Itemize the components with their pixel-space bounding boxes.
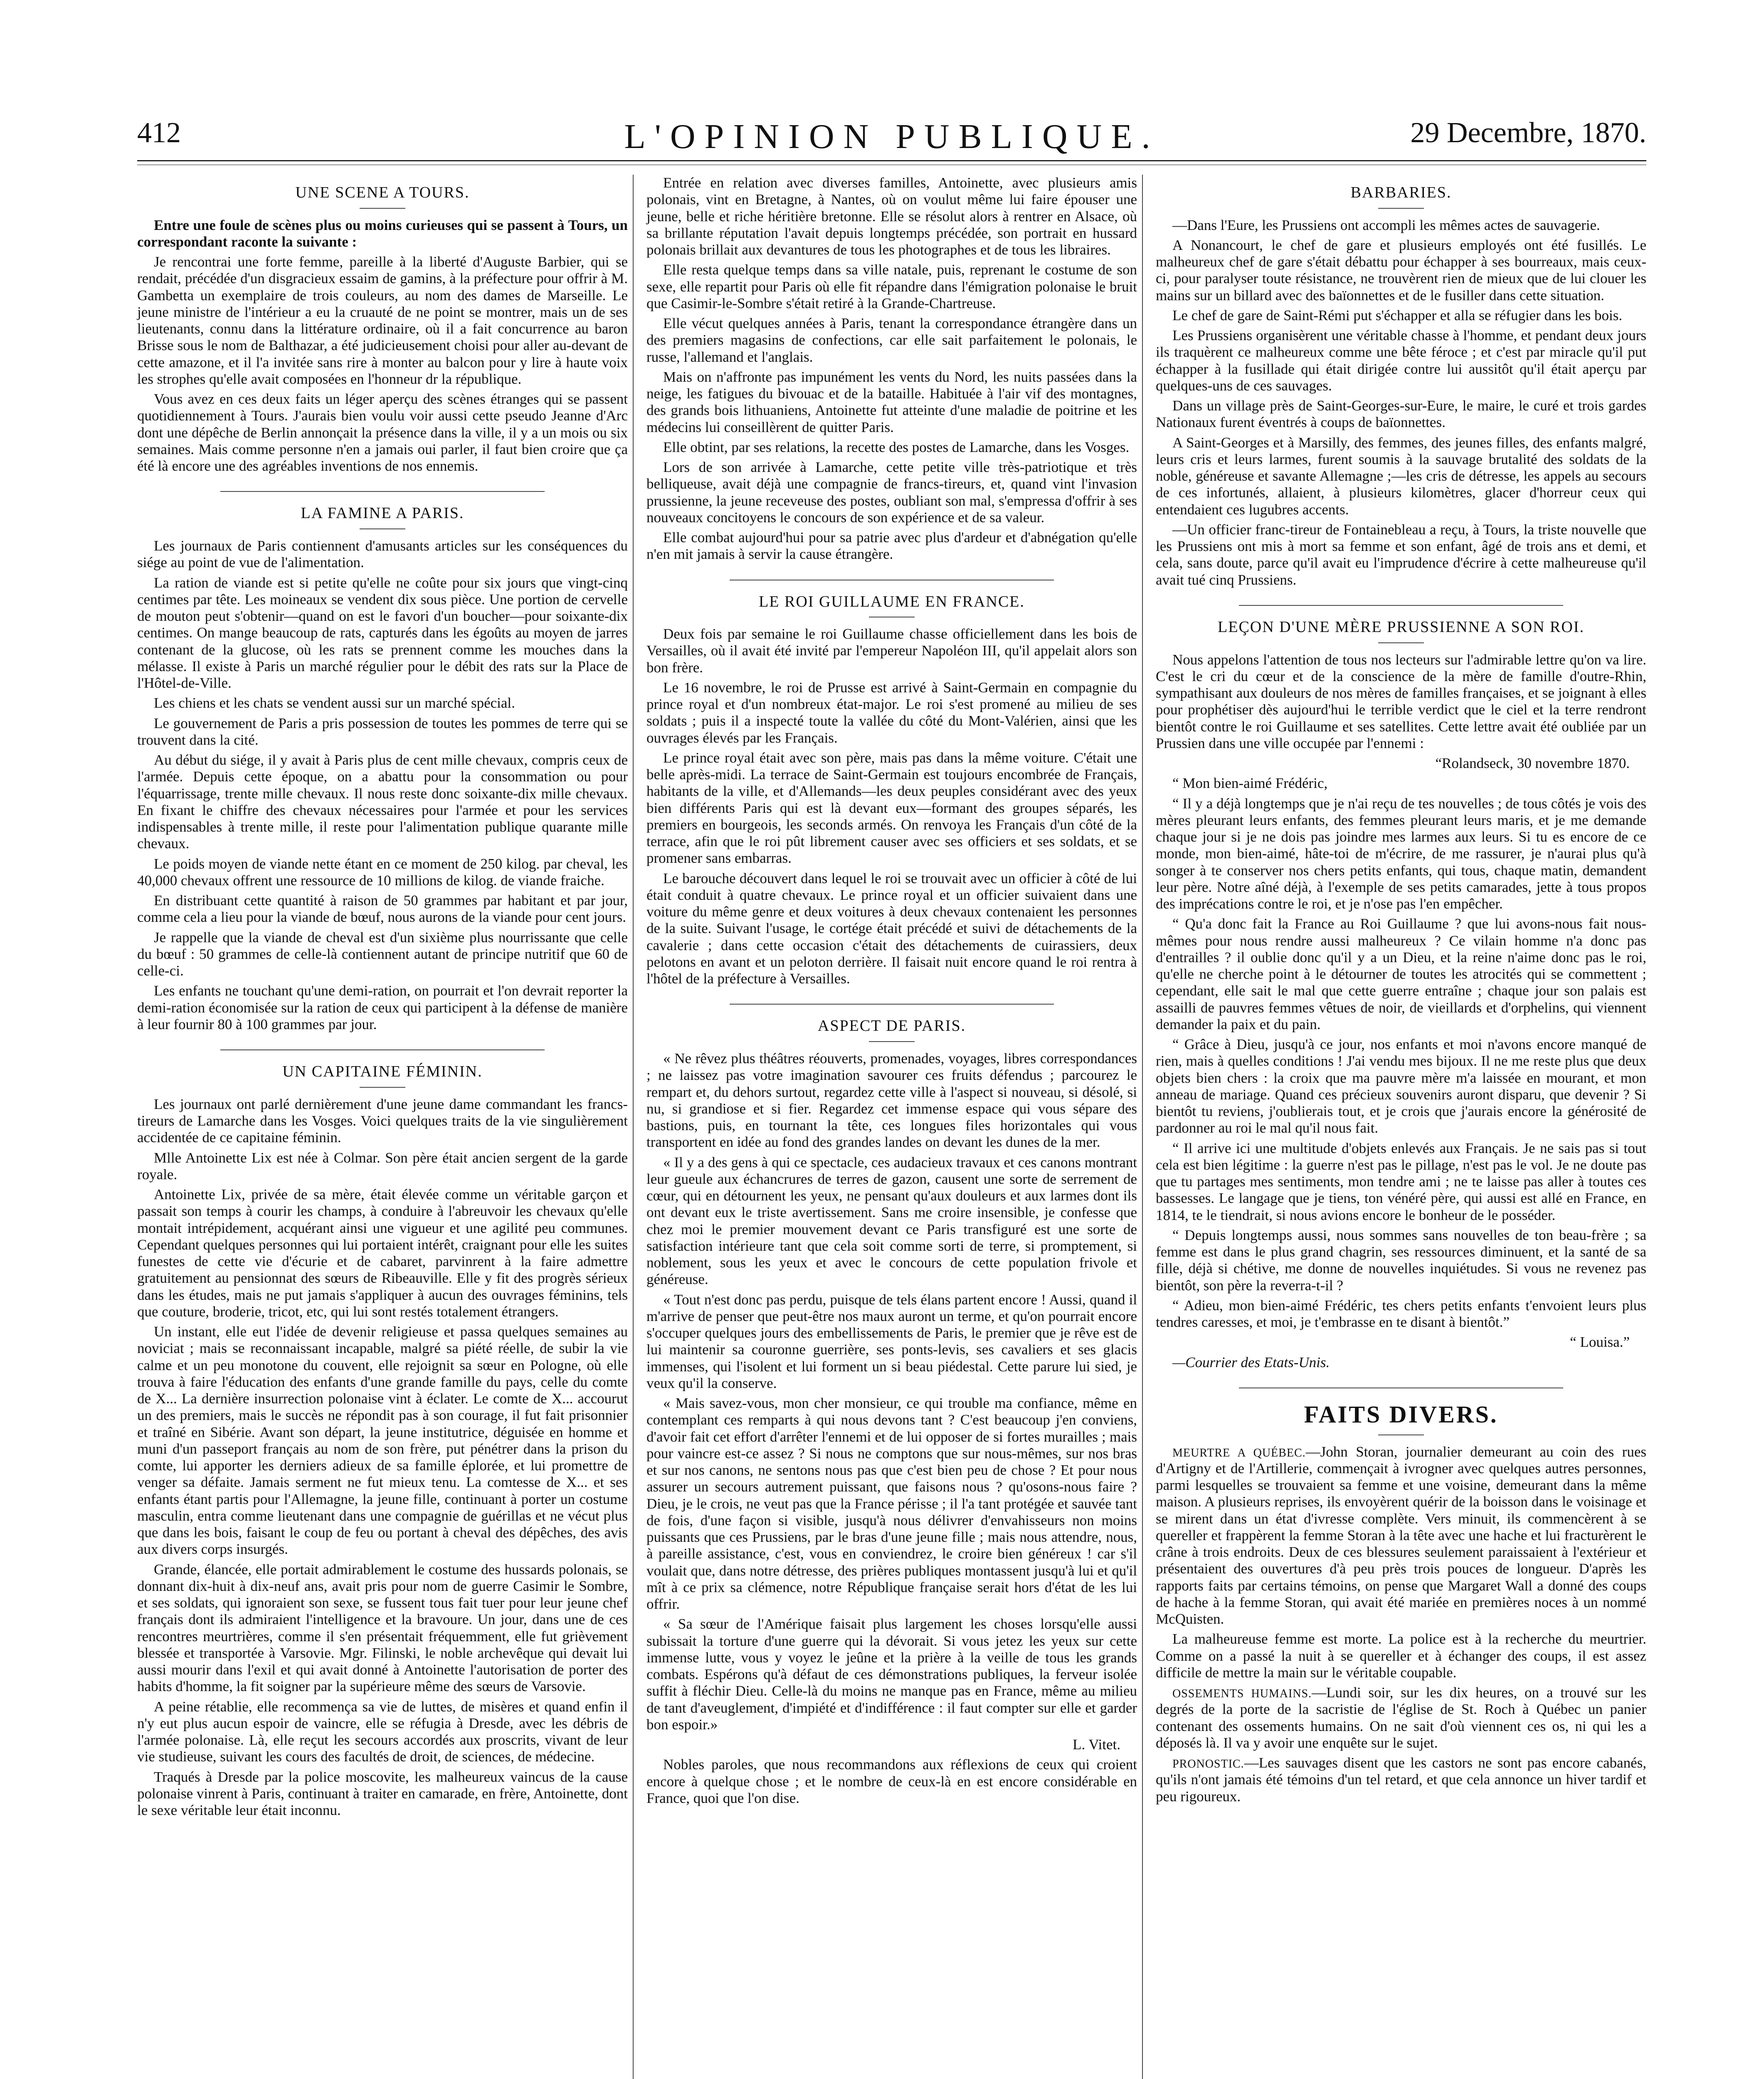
paragraph: Elle vécut quelques années à Paris, tenant la correspondance étrangère dans un des premiers magasins de confections, car elle sait parfaitement le polonais, le russe, l'allemand et l'anglais. [646,315,1137,365]
paragraph: Elle resta quelque temps dans sa ville natale, puis, reprenant le costume de son sexe, elle repartit pour Paris où elle fit répandre dans l'émigration polonaise le bruit que Casimir-le-Sombre s'était retiré à la Grande-Chartreuse. [646,262,1137,311]
article-title: LA FAMINE A PARIS. [301,504,464,522]
paragraph: A Saint-Georges et à Marsilly, des femmes, des jeunes filles, des enfants malgré, leurs cris et leurs larmes, furent soumis à la sauvage brutalité des soldats de la noble, généreuse et savante Allemagne ;—les cris de détresse, les appels au secours de ces infortunés, allaient, à plusieurs kilomètres, glacer d'horreur ceux qui entendaient ces lugubres accents. [1156,434,1646,518]
paragraph: “ Il y a déjà longtemps que je n'ai reçu de tes nouvelles ; de tous côtés je vois des mères pleurant leurs enfants, des femmes pleurant leurs maris, et je me demande chaque jour si je ne dois pas joindre mes larmes aux leurs. Si tu es encore de ce monde, mon bien-aimé, hâte-toi de m'écrire, de me rassurer, je n'aurai plus qu'à songer à te conserver nos chers petits enfants, qui tous, chaque matin, demandent leur père. Notre aîné déjà, à l'exemple de ses petits camarades, jette à tous propos des imprécations contre le roi, et je n'ose pas l'en empêcher. [1156,795,1646,912]
article-separator [220,1049,545,1050]
news-item-text: —Les sauvages disent que les castors ne sont pas encore cabanés, qu'ils n'ont jamais été témoins d'un tel retard, et que cela annonce un hiver tardif et peu rigoureux. [1156,1755,1646,1805]
paragraph: “ Qu'a donc fait la France au Roi Guillaume ? que lui avons-nous fait nous-mêmes pour nous rendre aussi malheureux ? Ce vilain homme n'a donc pas d'entrailles ? il oublie donc qu'il y a un Dieu, et la reine n'aime donc pas le roi, qu'elle ne cherche point à le détourner de toutes les atrocités qui se commettent ; cependant, elle sait le mal que cette guerre entraîne ; chaque jour son palais est assailli de pauvres femmes vêtues de noir, de vieillards et d'orphelins, qui viennent demander la paix et du pain. [1156,916,1646,1032]
title-rule [360,208,405,209]
paragraph: “ Il arrive ici une multitude d'objets enlevés aux Français. Je ne sais pas si tout cela est bien légitime : la guerre n'est pas le pillage, n'est pas le vol. Je ne doute pas que tu partages mes sentiments, mon tendre ami ; ne te laisse pas aller à toutes ces bassesses. Le langage que je tiens, ton vénéré père, qui aussi est allé en France, en 1814, te le tiendrait, si nous avions encore le bonheur de le posséder. [1156,1140,1646,1223]
paragraph: Entrée en relation avec diverses familles, Antoinette, avec plusieurs amis polonais, vint en Bretagne, à Nantes, où on voulut même lui faire épouser une jeune, belle et riche héritière bretonne. Elle se résolut alors à rentrer en Alsace, où sa brillante réputation l'avait depuis longtemps précédée, son portrait en hussard polonais brillait aux devantures de tous les photographes et de tous les libraires. [646,175,1137,258]
article-separator [220,491,545,492]
column-2 [646,175,1137,1810]
paragraph: La malheureuse femme est morte. La police est à la recherche du meurtrier. Comme on a passé la nuit à se quereller et à échanger des coups, il est assez difficile de mettre la main sur le véritable coupable. [1156,1631,1646,1681]
article-separator [730,1004,1054,1005]
masthead: L'OPINION PUBLIQUE. [624,117,1160,156]
paragraph: Nous appelons l'attention de tous nos lecteurs sur l'admirable lettre qu'on va lire. C'est le cri du cœur et de la conscience de la mère de famille d'outre-Rhin, sympathisant aux douleurs de nos mères de familles françaises, et se joignant à elles pour prophétiser dès aujourd'hui le terrible verdict que le ciel et la terre rendront bientôt contre le roi Guillaume et ses satellites. Cette lettre avait été oubliée par un Prussien dans une ville occupée par l'ennemi : [1156,651,1646,751]
paragraph: Le chef de gare de Saint-Rémi put s'échapper et alla se réfugier dans les bois. [1172,307,1623,323]
paragraph: « Mais savez-vous, mon cher monsieur, ce qui trouble ma confiance, même en contemplant ces remparts à qui nous devons tant ? C'est beaucoup j'en conviens, d'avoir fait cet effort d'arrêter l'ennemi et de lui opposer de si fortes murailles ; mais pour vaincre est-ce assez ? Si nous ne comptons que sur nous-mêmes, sur nos bras et sur nos canons, ne sentons nous pas que c'est bien peu de chose ? Et pour nous assurer un secours autrement puissant, que faisons nous ? qu'osons-nous faire ? Dieu, je le crois, ne veut pas que la France périsse ; il l'a tant protégée et sauvée tant de fois, d'une façon si visible, jusqu'à nous délivrer d'envahisseurs non moins puissants que ces Prussiens, par le bras d'une jeune fille ; mais nous attendre, nous, à pareille assistance, c'est, vous en conviendrez, le croire bien généreux ! car s'il voulait que, dans notre détresse, des prières publiques montassent jusqu'à lui et qu'il mît à ce prix sa clémence, notre République française serait hors d'état de les lui offrir. [646,1395,1137,1612]
paragraph: Elle obtint, par ses relations, la recette des postes de Lamarche, dans les Vosges. [663,439,1130,455]
paragraph: Les journaux de Paris contiennent d'amusants articles sur les conséquences du siége au point de vue de l'alimentation. [137,538,628,571]
letter-date: “Rolandseck, 30 novembre 1870. [1435,755,1630,772]
title-rule [360,528,405,529]
news-item-head: MEURTRE A QUÉBEC. [1172,1446,1306,1459]
paragraph: “ Adieu, mon bien-aimé Frédéric, tes chers petits enfants t'envoient leurs plus tendres caresses, et moi, je t'embrasse en te disant à bientôt.” [1156,1297,1646,1331]
paragraph: Antoinette Lix, privée de sa mère, était élevée comme un véritable garçon et passait son temps à courir les champs, à conduire à l'abreuvoir les chevaux qu'elle montait intrépidement, acquérant ainsi une vigueur et une agilité peu communes. Cependant quelques personnes qui lui portaient intérêt, craignant pour elle les suites funestes de cette vie d'écurie et de cabaret, parvinrent à la faire admettre gratuitement au pensionnat des sœurs de Ribeauville. Elle y fit des progrès sérieux dans les études, mais ne put jamais s'appliquer à aucun des ouvrages féminins, tels que couture, broderie, tricot, etc, qui lui sont restés totalement étrangers. [137,1186,628,1320]
paragraph: Un instant, elle eut l'idée de devenir religieuse et passa quelques semaines au noviciat ; mais se reconnaissant incapable, malgré sa piété réelle, de subir la vie calme et un peu monotone du couvent, elle rejoignit sa sœur en Pologne, où elle trouva à faire l'éducation des enfants d'une grande famille du pays, celle du comte de X... La dernière insurrection polonaise vint à éclater. Le comte de X... accourut un des premiers, mais le succès ne répondit pas à son courage, il fut fait prisonnier et traîné en Sibérie. Avant son départ, la jeune institutrice, déguisée en homme et muni d'un passeport français au nom de son frère, put pénétrer dans la prison du comte, lui apporter les derniers adieux de sa famille éplorée, et lui promettre de venger sa défaite. Jamais serment ne fut mieux tenu. La comtesse de X... et ses enfants étant partis pour l'Allemagne, la jeune fille, continuant à porter un costume masculin, entra comme lieutenant dans une compagnie de guérillas et ne vécut plus que dans les bois, faisant le coup de feu ou portant à cheval des dépêches, des avis aux divers corps insurgés. [137,1323,628,1558]
title-rule [360,1087,405,1088]
page-header [137,116,1646,166]
article-separator [1239,605,1563,606]
article-title: LEÇON D'UNE MÈRE PRUSSIENNE A SON ROI. [1218,618,1584,636]
paragraph: “ Depuis longtemps aussi, nous sommes sans nouvelles de ton beau-frère ; sa femme est dans le plus grand chagrin, ses ressources diminuent, et la santé de sa fille, déjà si chétive, me donne de nouvelles inquiétudes. Si vous ne revenez pas bientôt, son père la reverra-t-il ? [1156,1227,1646,1294]
article-lead: Entre une foule de scènes plus ou moins curieuses qui se passent à Tours, un correspondant raconte la suivante : [137,217,628,250]
signature: L. Vitet. [1073,1736,1120,1753]
title-rule [1378,208,1424,209]
news-item [1156,1684,1646,1751]
paragraph: —Un officier franc-tireur de Fontainebleau a reçu, à Tours, la triste nouvelle que les Prussiens ont mis à mort sa femme et son enfant, âgé de trois ans et demi, et cela, sans doute, parce qu'il avait eu l'imprudence d'écrire à cette malheureuse qu'il avait tué cinq Prussiens. [1156,521,1646,588]
column-3 [1156,175,1646,1808]
paragraph: Mais on n'affronte pas impunément les vents du Nord, les nuits passées dans la neige, les fatigues du bivouac et de la bataille. Habituée à l'air vif des montagnes, des grands bois lithuaniens, Antoinette fut atteinte d'une maladie de poitrine et les médecins lui conseillèrent de quitter Paris. [646,368,1137,435]
paragraph: Traqués à Dresde par la police moscovite, les malheureux vaincus de la cause polonaise vinrent à Paris, continuant à traiter en camarade, en frère, Antoinette, dont le sexe véritable leur était inconnu. [137,1768,628,1819]
paragraph: « Tout n'est donc pas perdu, puisque de tels élans partent encore ! Aussi, quand il m'arrive de penser que peut-être nos maux auront un terme, et qu'on pourrait encore s'occuper quelques jours des embellissements de Paris, le premier que je rêve est de lui maintenir sa couronne guerrière, ses ponts-levis, ses cavaliers et ses glacis immenses, qui l'isolent et lui forment un si beau piédestal. Cette parure lui sied, je veux qu'il la conserve. [646,1291,1137,1391]
news-item-head: PRONOSTIC. [1172,1758,1244,1771]
paragraph: Le prince royal était avec son père, mais pas dans la même voiture. C'était une belle après-midi. La terrace de Saint-Germain est toujours encombrée de Français, habitants de la ville, et d'Allemands—les deux peuples considérant avec des yeux bien différents Paris qui est là devant eux—formant des groupes séparés, les premiers en bourgeois, les seconds armés. On renvoya les Français d'un côté de la terrace, afin que le roi pût librement causer avec ses officiers et ses soldats, et se promener sans embarras. [646,749,1137,867]
paragraph: Grande, élancée, elle portait admirablement le costume des hussards polonais, se donnant dix-huit à dix-neuf ans, avait pris pour nom de guerre Casimir le Sombre, et ses soldats, qui ignoraient son sexe, se fussent tous fait tuer pour leur jeune chef français dont ils admiraient l'intelligence et la bravoure. Un jour, dans une de ces rencontres meurtrières, comme il s'en présentait fréquemment, elle fut grièvement blessée et transportée à Varsovie. Mgr. Filinski, le noble archevêque qui devait lui aussi mourir dans l'exil et qui avait donné à Antoinette l'autorisation de porter des habits d'homme, la fit soigner par la supérieure même des sœurs de Varsovie. [137,1561,628,1695]
header-rule [137,160,1646,161]
paragraph: Vous avez en ces deux faits un léger aperçu des scènes étranges qui se passent quotidiennement à Tours. J'aurais bien voulu voir aussi cette pseudo Jeanne d'Arc dont une dépêche de Berlin annonçait la présence dans la ville, il y a un mois ou six semaines. Mais comme personne n'en a jamais oui parler, il faut bien croire que ça été là encore une des agréables inventions de nos ennemis. [137,391,628,474]
paragraph: Le barouche découvert dans lequel le roi se trouvait avec un officier à côté de lui était conduit à quatre chevaux. Le prince royal et un officier suivaient dans une voiture du même genre et deux voitures à deux chevaux contenaient les personnes de la suite. Suivant l'usage, le cortége était précédé et suivi de détachements de la cavalerie ; dans cette occasion c'était des détachements de cuirassiers, deux pelotons en avant et un peloton derrière. Il faisait nuit encore quand le roi rentra à l'hôtel de la préfecture à Versailles. [646,870,1137,987]
title-rule [869,1041,915,1042]
article-title: UNE SCENE A TOURS. [295,184,470,201]
column-divider [633,175,634,2079]
paragraph: « Il y a des gens à qui ce spectacle, ces audacieux travaux et ces canons montrant leur gueule aux échancrures de terres de gazon, causent une sorte de serrement de cœur, qui en détournent les yeux, ne pensant qu'aux douleurs et aux larmes dont ils ont devant eux le triste avertissement. Sans me croire insensible, je confesse que chez moi le premier mouvement devant ce Paris transfiguré est une sorte de satisfaction intérieure tant que cela soit comme sorti de terre, si promptement, si noblement, sous les yeux et avec le concours de cette population frivole et généreuse. [646,1154,1137,1288]
paragraph: Dans un village près de Saint-Georges-sur-Eure, le maire, le curé et trois gardes Nationaux furent éventrés à coups de baïonnettes. [1156,398,1646,431]
paragraph: “ Grâce à Dieu, jusqu'à ce jour, nos enfants et moi n'avons encore manqué de rien, mais à quelles conditions ! J'ai vendu mes bijoux. Il ne me reste plus que deux objets bien chers : la croix que ma pauvre mère m'a laissée en mourant, et mon anneau de mariage. Quand ces précieux souvenirs auront disparu, que devenir ? Si bientôt tu reviens, j'oublierais tout, et je crois que j'aurais encore la générosité de pardonner au roi le mal qu'il nous fait. [1156,1036,1646,1136]
article-title: BARBARIES. [1350,184,1452,201]
paragraph: Je rencontrai une forte femme, pareille à la liberté d'Auguste Barbier, qui se rendait, précédée d'un disgracieux essaim de gamins, à la préfecture pour offrir à M. Gambetta un exemplaire de trois couleurs, au nom des dames de Marseille. Le jeune ministre de l'intérieur a eu la cruauté de ne point se montrer, mais un de ses lieutenants, connu dans la littérature ordinaire, où il a fait concurrence au baron Brisse sous le nom de Balthazar, a été judicieusement choisi pour aller au-devant de cette amazone, et il l'a invitée sans rire à monter au balcon pour y lire à haute voix les strophes qu'elle avait composées en l'honneur dr la république. [137,254,628,387]
news-item-text: —Lundi soir, sur les dix heures, on a trouvé sur les degrés de la porte de la sacristie de l'église de St. Roch à Québec un panier contenant des ossements humains. On ne sait d'où viennent ces os, ni qui les a déposés là. Il va y avoir une enquête sur le sujet. [1156,1684,1646,1751]
paragraph: « Sa sœur de l'Amérique faisait plus largement les choses lorsqu'elle aussi subissait la torture d'une guerre qui la dévorait. Si vous jetez les yeux sur cette immense lutte, vous y voyez le jeûne et la prière à la veille de tous les grands combats. Espérons qu'à défaut de ces démonstrations publiques, la ferveur isolée suffit à fléchir Dieu. Celle-là du moins ne manque pas en France, même au milieu de tant d'aveuglement, d'impiété et d'indifférence : il faut compter sur elle et garder bon espoir.» [646,1616,1137,1733]
page-number: 412 [137,117,181,149]
paragraph: Les chiens et les chats se vendent aussi sur un marché spécial. [154,695,515,711]
paragraph: La ration de viande est si petite qu'elle ne coûte pour six jours que vingt-cinq centimes par tête. Les moineaux se vendent dix sous pièce. Une portion de cervelle de mouton peut s'obtenir—quand on est le favori d'un boucher—pour soixante-dix centimes. On mange beaucoup de rats, capturés dans les égoûts au moyen de jarres contenant de la glucose, où les rats se prennent comme les mouches dans la mélasse. Il existe à Paris un marché régulier pour le débit des rats sur la Place de l'Hôtel-de-Ville. [137,574,628,691]
paragraph: Les journaux ont parlé dernièrement d'une jeune dame commandant les francs-tireurs de Lamarche dans les Vosges. Voici quelques traits de la vie singulièrement accidentée de ce capitaine féminin. [137,1096,628,1146]
paragraph: A peine rétablie, elle recommença sa vie de luttes, de misères et quand enfin il n'y eut plus aucun espoir de vaincre, elle se réfugia à Dresde, avec les débris de l'armée polonaise. Là, elle reçut les secours accordés aux proscrits, vivant de leur vie studieuse, suivant les cours des facultés de droit, de sciences, de médecine. [137,1698,628,1765]
paragraph: En distribuant cette quantité à raison de 50 grammes par habitant et par jour, comme cela a lieu pour la viande de bœuf, nous aurons de la viande pour cent jours. [137,892,628,926]
article-title: LE ROI GUILLAUME EN FRANCE. [759,593,1025,610]
paragraph: —Dans l'Eure, les Prussiens ont accompli les mêmes actes de sauvagerie. [1172,217,1600,233]
news-item-text: —John Storan, journalier demeurant au coin des rues d'Artigny et de l'Artillerie, commençait à ivrogner avec quelques autres personnes, parmi lesquelles se trouvaient sa femme et une voisine, demeurant dans la même maison. A plusieurs reprises, ils envoyèrent quérir de la boisson dans le voisinage et se mirent dans un état d'ivresse complète. Vers minuit, ils commencèrent à se quereller et frappèrent la femme Storan à la tête avec une hache et lui fracturèrent le crâne à trois endroits. Deux de ces blessures seulement paraissaient à l'extérieur et présentaient des ouvertures d'à peu près trois pouces de longueur. D'après les rapports faits par certains témoins, on pense que Margaret Wall a donné des coups de hache à la femme Storan, qui avait été mariée en premières noces à un nommé McQuisten. [1156,1443,1646,1627]
article-title: ASPECT DE PARIS. [817,1017,966,1035]
news-item [1156,1755,1646,1805]
paragraph: Lors de son arrivée à Lamarche, cette petite ville très-patriotique et très belliqueuse, avait déjà une compagnie de francs-tireurs, et, quand vint l'invasion prussienne, la jeune receveuse des postes, oubliant son mal, s'empressa d'offrir à ses nouveaux concitoyens le concours de son expérience et de sa valeur. [646,459,1137,526]
column-divider [1142,175,1143,2079]
source-credit: —Courrier des Etats-Unis. [1172,1354,1330,1370]
paragraph: Elle combat aujourd'hui pour sa patrie avec plus d'ardeur et d'abnégation qu'elle n'en mit jamais à servir la cause étrangère. [646,529,1137,563]
section-title: FAITS DIVERS. [1304,1400,1498,1428]
column-1 [137,175,628,1822]
paragraph: A Nonancourt, le chef de gare et plusieurs employés ont été fusillés. Le malheureux chef de gare s'était débattu pour échapper à ses bourreaux, mais ceux-ci, pour paralyser toute résistance, ne trouvèrent rien de mieux que de lui clouer les mains sur un billard avec des baïonnettes et de le fusiller dans cette situation. [1156,237,1646,304]
paragraph: Deux fois par semaine le roi Guillaume chasse officiellement dans les bois de Versailles, où il avait été invité par l'empereur Napoléon III, qu'il appelait alors son bon frère. [646,626,1137,676]
title-rule [1378,642,1424,643]
paragraph: Les Prussiens organisèrent une véritable chasse à l'homme, et pendant deux jours ils traquèrent ce malheureux comme une bête féroce ; et c'est par miracle qu'il put échapper à la fusillade qui était dirigée contre lui aussitôt qu'il était aperçu par quelques-uns de ces sauvages. [1156,327,1646,394]
paragraph: Le 16 novembre, le roi de Prusse est arrivé à Saint-Germain en compagnie du prince royal et d'un nombreux état-major. Le roi s'est promené au milieu de ses soldats ; puis il a inspecté toute la vallée du côté du Mont-Valérien, ainsi que les ouvrages élevés par les Français. [646,679,1137,746]
paragraph: « Ne rêvez plus théâtres réouverts, promenades, voyages, libres correspondances ; ne laissez pas votre imagination savourer ces fruits défendus ; parcourez le rempart et, du dehors surtout, regardez cette ville à l'aspect si nouveau, si désolé, si nu, si grandiose et si fier. Regardez cet immense espace qui vous sépare des bastions, puis, en tournant la tête, ces longues files horizontales qui vous transportent en idée au fond des grandes landes on devant les dunes de la mer. [646,1050,1137,1151]
paragraph: Au début du siége, il y avait à Paris plus de cent mille chevaux, compris ceux de l'armée. Depuis cette époque, on a abattu pour la consommation ou pour l'équarrissage, trente mille chevaux. Il nous reste donc soixante-dix mille chevaux. En fixant le chiffre des chevaux nécessaires pour l'armée et pour les services indispensables à trente mille, il reste pour l'alimentation publique quarante mille chevaux. [137,752,628,852]
paragraph: Mlle Antoinette Lix est née à Colmar. Son père était ancien sergent de la garde royale. [137,1149,628,1183]
news-item-head: OSSEMENTS HUMAINS. [1172,1687,1312,1701]
signature: “ Louisa.” [1570,1334,1630,1351]
news-item [1156,1444,1646,1628]
article-title: UN CAPITAINE FÉMININ. [282,1063,483,1081]
paragraph: Je rappelle que la viande de cheval est d'un sixième plus nourrissante que celle du bœuf : 50 grammes de celle-là contiennent autant de principe nutritif que 60 de celle-ci. [137,929,628,979]
issue-date: 29 Decembre, 1870. [1410,117,1646,149]
paragraph: Les enfants ne touchant qu'une demi-ration, on pourrait et l'on devrait reporter la demi-ration économisée sur la ration de ceux qui participent à la défense de manière à leur fournir 80 à 100 grammes par jour. [137,983,628,1032]
paragraph: Le gouvernement de Paris a pris possession de toutes les pommes de terre qui se trouvent dans la cité. [137,715,628,748]
paragraph: Nobles paroles, que nous recommandons aux réflexions de ceux qui croient encore à quelque chose ; et le nombre de ceux-là en est encore considérable en France, quoi que l'on dise. [646,1756,1137,1806]
paragraph: Le poids moyen de viande nette étant en ce moment de 250 kilog. par cheval, les 40,000 chevaux offrent une ressource de 10 millions de kilog. de viande fraiche. [137,855,628,889]
letter-salutation: “ Mon bien-aimé Frédéric, [1172,775,1328,792]
